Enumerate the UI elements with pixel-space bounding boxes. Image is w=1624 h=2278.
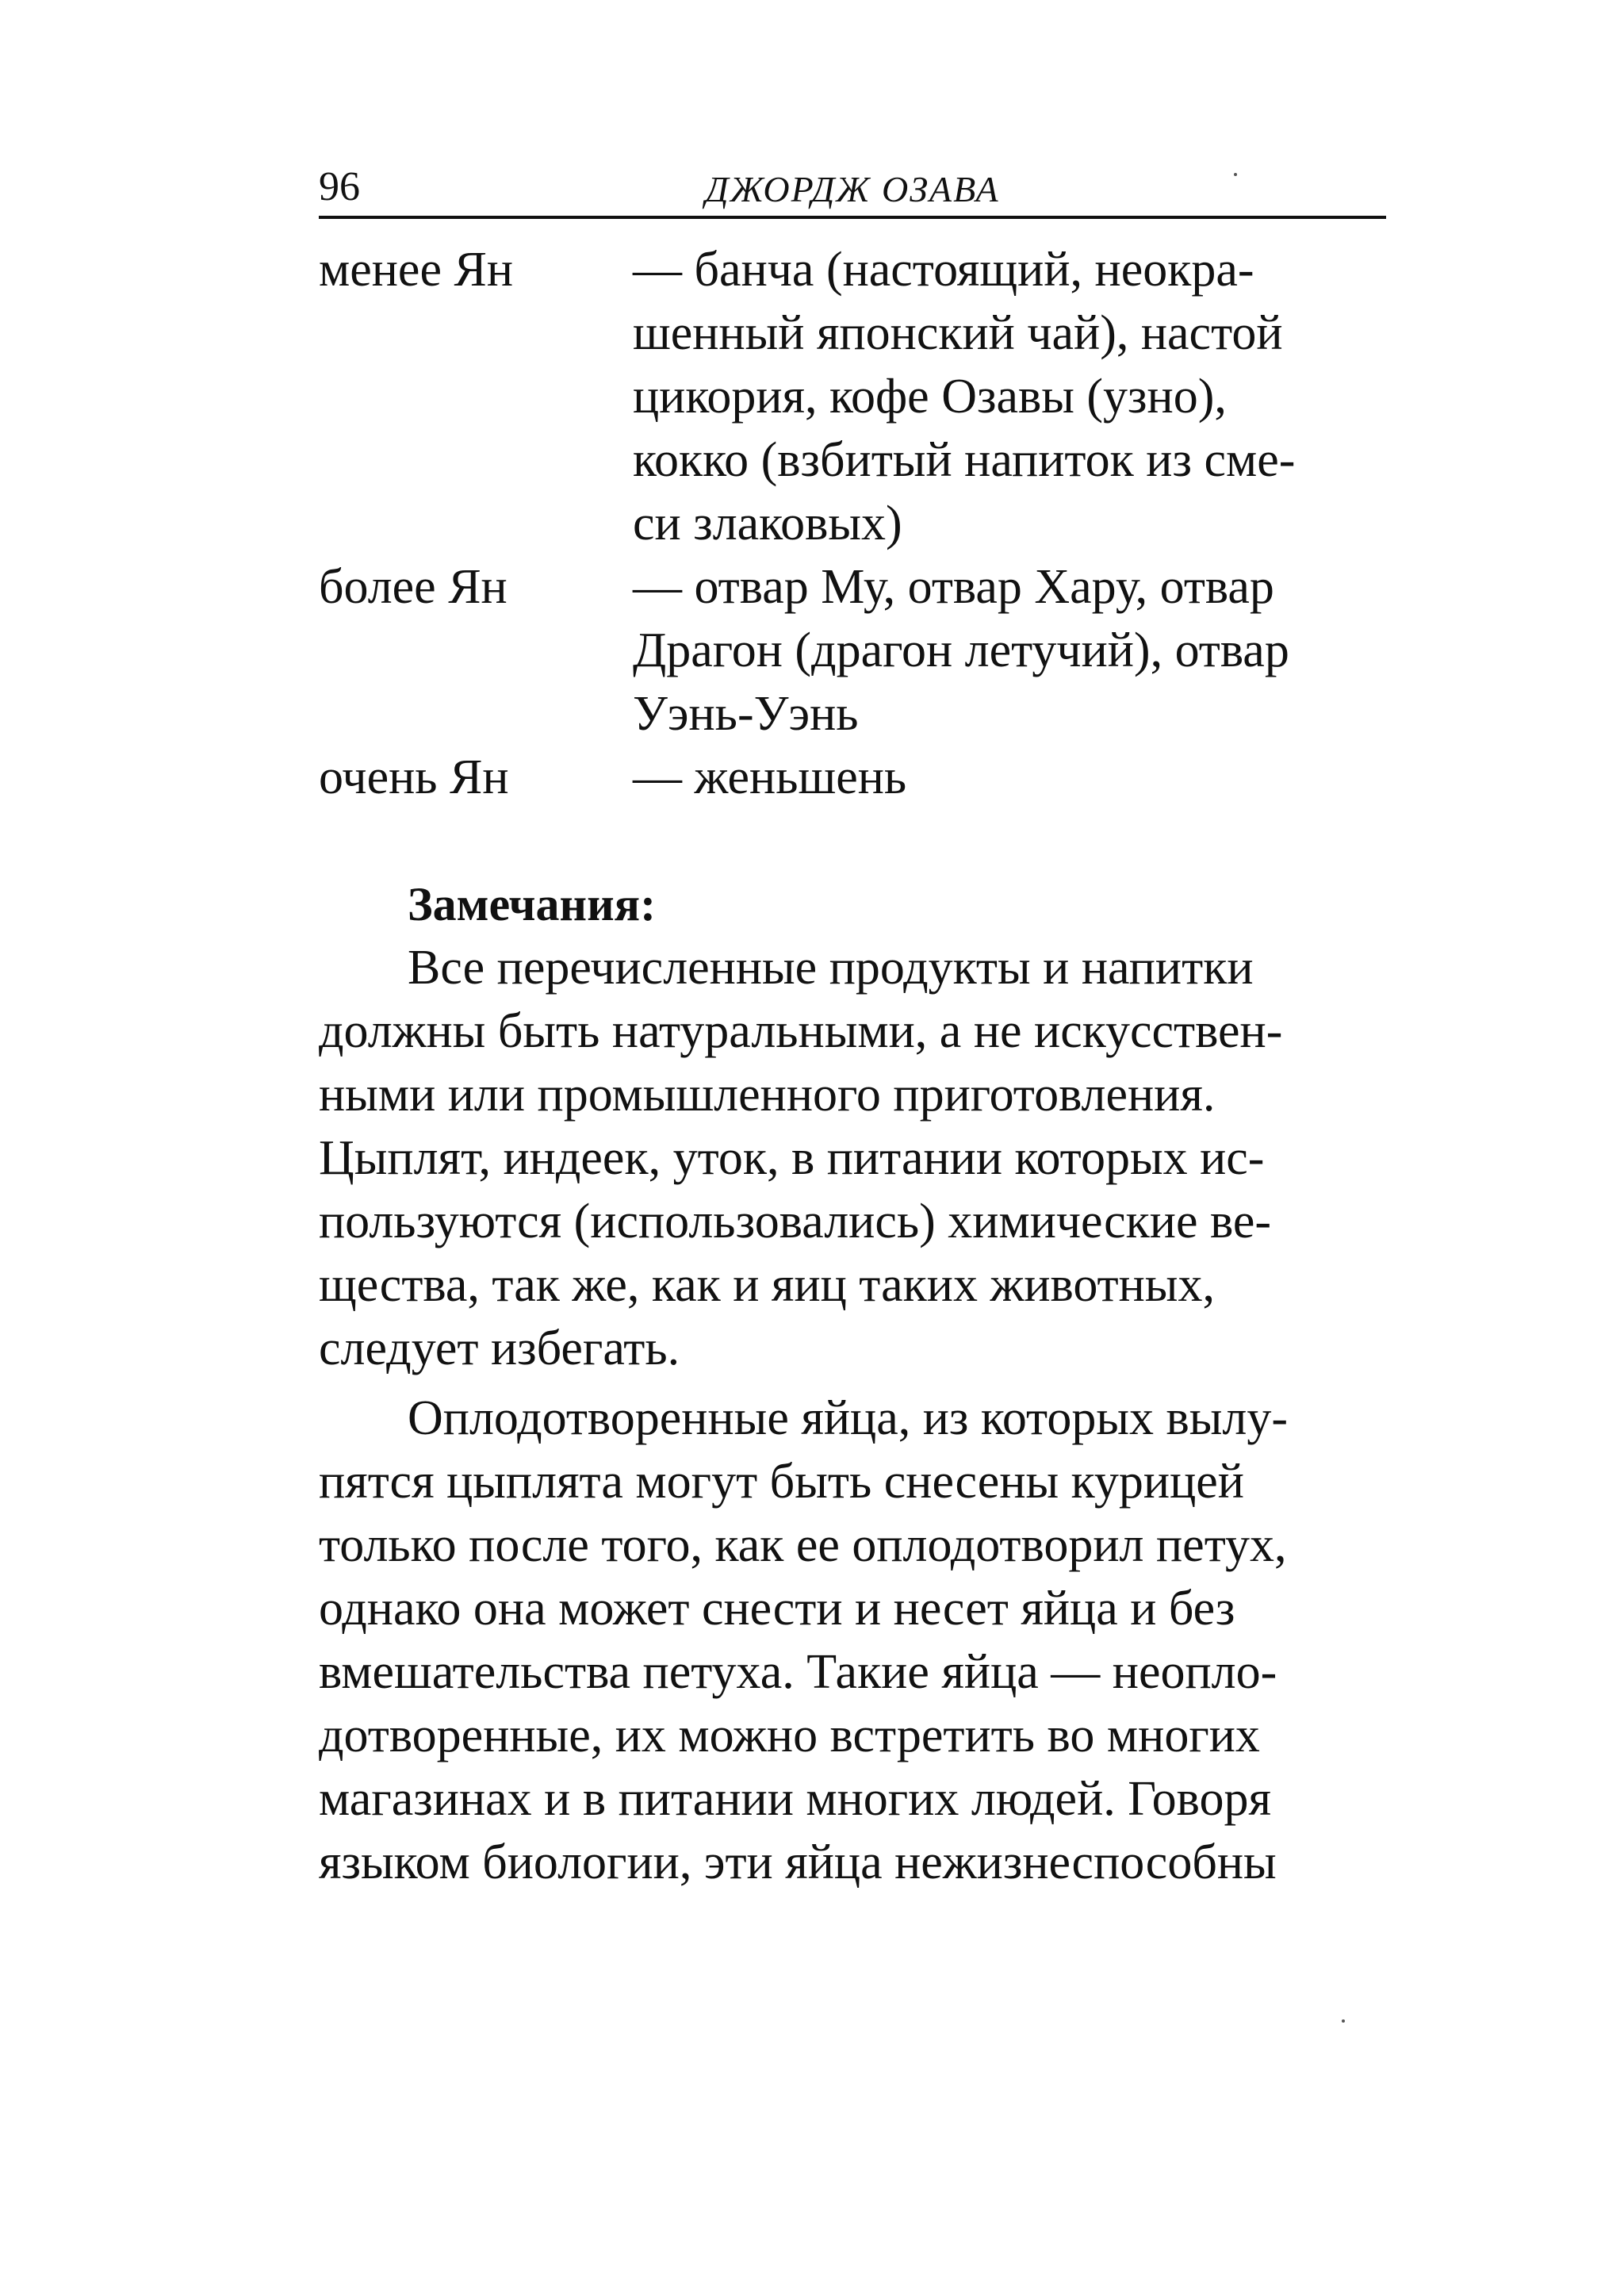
- entry-definition: — отвар Му, отвар Хару, отвар Драгон (драгон летучий), отвар Уэнь-Уэнь: [633, 560, 1289, 741]
- scan-speck: [1234, 173, 1237, 176]
- entry-definition: — женьшень: [633, 750, 907, 804]
- paragraph: Все перечисленные продукты и напитки должны быть натуральными, а не искусствен- ными или промышленного приготовления. Цыплят, индеек, уток, в питании которых ис- пользуются (использовались) химические ве- щества, так же, как и яиц таких животных, следует избегать.: [319, 941, 1283, 1375]
- yang-list: [319, 238, 1386, 809]
- remarks-heading: Замечания:: [408, 878, 657, 930]
- page-header: [319, 159, 1386, 219]
- scan-speck: [1342, 2019, 1345, 2023]
- list-item: [319, 555, 1386, 746]
- list-item: [319, 238, 1386, 555]
- entry-definition: — банча (настоящий, неокра- шенный японский чай), настой цикория, кофе Озавы (узно), кокко (взбитый напиток из сме- си злаковых): [633, 243, 1296, 550]
- running-title: ДЖОРДЖ ОЗАВА: [705, 169, 1000, 209]
- entry-term: очень Ян: [319, 750, 509, 804]
- entry-term: более Ян: [319, 560, 508, 614]
- page-number: 96: [319, 164, 360, 209]
- remarks-body: [319, 936, 1386, 1894]
- entry-term: менее Ян: [319, 243, 514, 297]
- list-item: [319, 746, 1386, 809]
- paragraph: Оплодотворенные яйца, из которых вылу- пятся цыплята могут быть снесены курицей только после того, как ее оплодотворил петух, однако она может снести и несет яйца и без вмешательства петуха. Такие яйца — неопло- дотворенные, их можно встретить во многих магазинах и в питании многих людей. Говоря языком биологии, эти яйца нежизнеспособны: [319, 1391, 1289, 1889]
